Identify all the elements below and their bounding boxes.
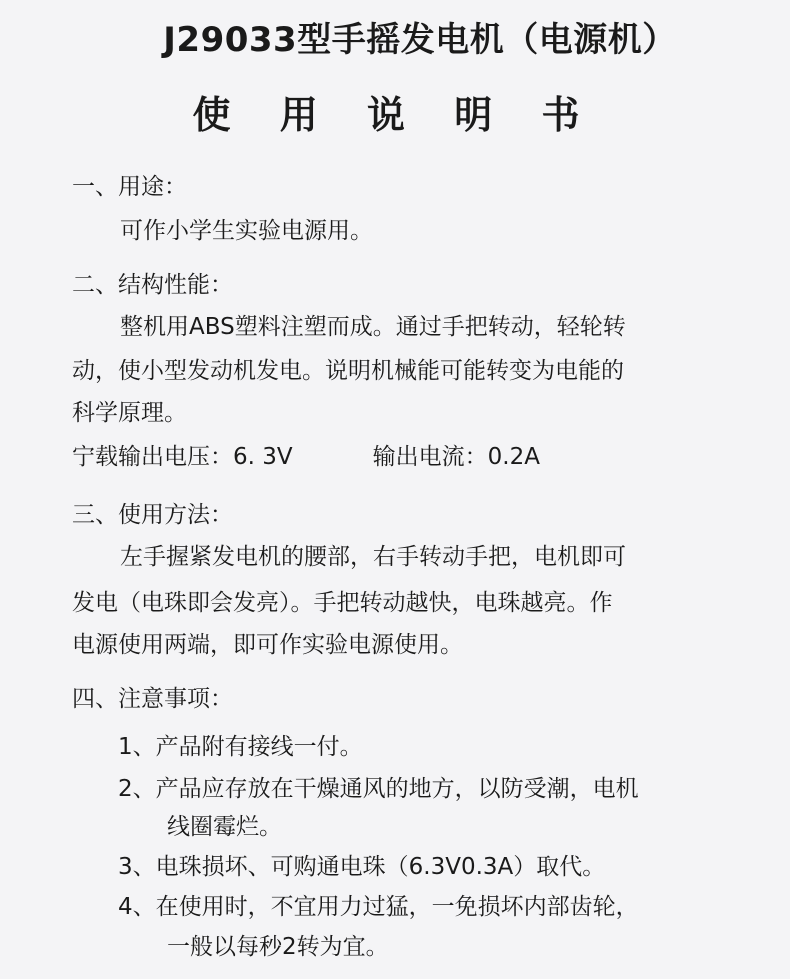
- output-current-spec: 输出电流：0.2A: [372, 444, 540, 470]
- note-item-continuation: 一般以每秒2转为宜。: [167, 934, 389, 960]
- section-structure-heading: 二、结构性能：: [72, 272, 233, 298]
- section-method-line: 左手握紧发电机的腰部，右手转动手把，电机即可: [120, 544, 626, 570]
- note-item: 4、在使用时，不宜用力过猛，一免损坏内部齿轮，: [118, 894, 639, 920]
- section-method-line: 电源使用两端，即可作实验电源使用。: [72, 632, 463, 658]
- section-notes-heading: 四、注意事项：: [72, 686, 233, 712]
- note-item-continuation: 线圈霉烂。: [167, 814, 282, 840]
- section-usage-heading: 一、用途：: [72, 174, 187, 200]
- section-method-heading: 三、使用方法：: [72, 502, 233, 528]
- output-voltage-spec: 宁载输出电压：6. 3V: [72, 444, 293, 470]
- section-structure-line: 整机用ABS塑料注塑而成。通过手把转动，轻轮转: [120, 314, 626, 340]
- note-item: 3、电珠损坏、可购通电珠（6.3V0.3A）取代。: [118, 854, 606, 880]
- section-structure-line: 动，使小型发动机发电。说明机械能可能转变为电能的: [72, 358, 624, 384]
- document-title: J29033型手摇发电机（电源机）: [163, 20, 677, 60]
- note-item: 1、产品附有接线一付。: [118, 734, 363, 760]
- section-method-line: 发电（电珠即会发亮）。手把转动越快，电珠越亮。作: [72, 590, 613, 616]
- note-item: 2、产品应存放在干燥通风的地方，以防受潮，电机: [118, 776, 639, 802]
- section-usage-line: 可作小学生实验电源用。: [120, 218, 373, 244]
- spec-row: [72, 442, 540, 472]
- document-subtitle: 使 用 说 明 书: [192, 93, 598, 137]
- section-structure-line: 科学原理。: [72, 400, 187, 426]
